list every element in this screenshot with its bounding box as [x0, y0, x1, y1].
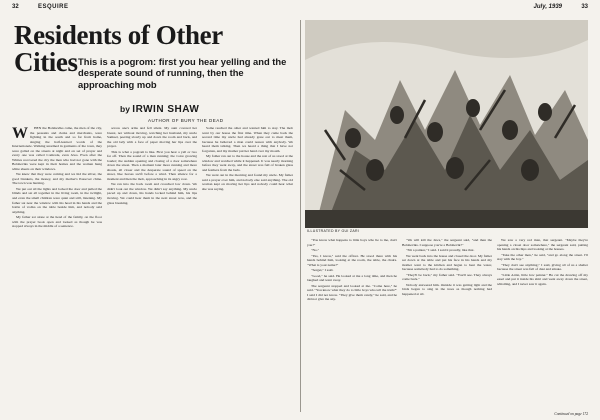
magazine-name: ESQUIRE [38, 4, 69, 10]
paragraph: Some reached the other and wanted him to stay. The mob went by our house the first time. When they came back the second time my uncle had already gone out to meet them, because he believed a man could reason with anybody. We heard them talking. Then we heard a thing that I have not forgotten, and my mother put her hand over my mouth. [202, 126, 293, 153]
issue-date: July, 1939 [533, 4, 562, 10]
paragraph: We went back into the house and closed the door. My father sat down at the table and put his face in his hands and my mother went to the kitchen and began to heat the water, because somebody had to do something. [402, 253, 492, 272]
paragraph: My father ran out to the house and the rest of us stood at the window and watched while it happened. It was nearly morning before they went away, and the street was full of broken glass and feathers from the beds. [202, 154, 293, 172]
paragraph: "Little Artist, little Jew painter." He cut the drawing off my easel and put it inside his shirt and went away down the street, whistling, and I never saw it again. [497, 272, 588, 286]
text-column-6 [497, 238, 588, 412]
paragraph: "We will kill the Jews," the sergeant said, "and then the Bolsheviks. I suppose you're a Bolshevik?" [402, 238, 492, 247]
paragraph: "Sergei," I said. [311, 268, 334, 273]
paragraph: We knew that they were coming and we hid the silver, the good blankets, the money, and my mother's Passover china. The town was burning. [12, 172, 102, 186]
paragraph: "Yes, I know," said the officer. He stood there with his hands behind him, looking at the room, the table, the chairs. "What is your name?" [307, 253, 397, 267]
paragraph: "They'll be back," my father said. "You'll see. They always come back." [402, 272, 492, 282]
text-column-3 [202, 126, 293, 412]
text-column-5 [402, 238, 492, 412]
author-name: IRWIN SHAW [132, 104, 200, 115]
paragraph: "No." [311, 248, 320, 253]
paragraph: "They don't see anything," I said, giving all of us a shelter because the street was full of dust and smoke. [497, 262, 588, 272]
paragraph: HEN the Bolsheviks came, the men of the city, the peasants and clerks and merchants, were fighting in the south and so far from home, singing the half-learned words of the Internationale. Walking unarmed in garments of the town, they were galled on the streets at night and on set of prayer and every one was called Comrade, even Jews. Even after the Whites recovered the city the men who had not gone with the Bolsheviks were kept in their homes and the women hung white sheets on their windows. [12, 126, 102, 171]
paragraph: We ran into the back room and crouched low down. We didn't look out the window. We didn't say anything. My uncle paced up and down, his hands locked behind him, his lips moving. We could hear them in the next street now, and the glass breaking. [107, 182, 197, 205]
paragraph: We saw a very red man, that sergeant. "Maybe they're opening a closet door somewhere," the sergeant said, putting his hands on his hips and looking at the houses. [497, 238, 588, 252]
continued-note: Continued on page 172 [554, 412, 588, 416]
page-number-right: 33 [581, 4, 588, 10]
paragraph: This is what a pogrom is like. First you hear a yell or two far off. Then the sound of a man running; the voice growing louder; the sudden opening and closing of a door somewhere down the street. Then a moment later more running and more shouts, all closer and the desperate sound of speed on the street, like horses swift before a wind. Then silence for a moment and then the mob, approaching in its angry roar. [107, 149, 197, 181]
paragraph: Nobody answered him. Outside it was getting light and the birds began to sing in the trees as though nothing had happened at all. [402, 282, 492, 296]
text-column-1 [12, 126, 102, 412]
column-divider [300, 20, 301, 412]
paragraph: across one's arms and fell silent. My aunt covered her breast, not without moving, watching her husband, my uncle Samuel, peering slowly up and down the room and back, and the old lady with a face of paper moving her lips over the prayer. [107, 126, 197, 149]
paragraph: The sergeant stopped and looked at me. "Come here," he said. "You know what they do to little boys who tell the truth?" I said I did not know. "They give them candy," he said, and he did not give me any. [307, 283, 397, 302]
article-title: Residents of Other Cities [14, 20, 223, 77]
author-note: AUTHOR OF BURY THE DEAD [148, 118, 224, 123]
text-column-2 [107, 126, 197, 412]
paragraph: "You know what happens to little boys who lie to me, don't you?" [307, 238, 397, 247]
paragraph: "I'm a painter," I said. I said it proudly, like that. [406, 248, 475, 253]
paragraph: We put out all the lights and locked the door and pulled the blinds and sat all together in the living room, in the twilight, and even the small children were quiet and still, listening. My father sat near the window with his head in his hands and the bottle of vodka on the table beside him, and nobody said anything. [12, 186, 102, 214]
byline [120, 104, 199, 115]
drop-cap: W [12, 126, 28, 142]
paragraph: "Take the other men," he said, "and go along the street. I'll stay with the boy." [497, 252, 588, 262]
page-header [12, 4, 588, 16]
paragraph: We went out in the morning and found my uncle. My father said a prayer over him, and nobody else said anything. The old woman kept on moving her lips and nobody could hear what she was saying. [202, 173, 293, 191]
article-deck: This is a pogrom: first you hear yelling and the desperate sound of running, then the approaching mob [78, 56, 287, 90]
byline-prefix: by [120, 104, 130, 114]
illustration [305, 20, 588, 228]
crowd-scene-drawing [305, 20, 588, 228]
text-column-4 [307, 238, 397, 412]
illustration-caption: ILLUSTRATED BY GUI ZARI [307, 229, 360, 233]
page-number-left: 32 [12, 4, 19, 10]
paragraph: My father sat alone at the head of the family, on the floor with the prayer book open and looked as though he was stopped always in the middle of a sentence. [12, 215, 102, 229]
paragraph: "Good," he said. He looked at me a long time, and then he laughed and went away. [307, 273, 397, 283]
